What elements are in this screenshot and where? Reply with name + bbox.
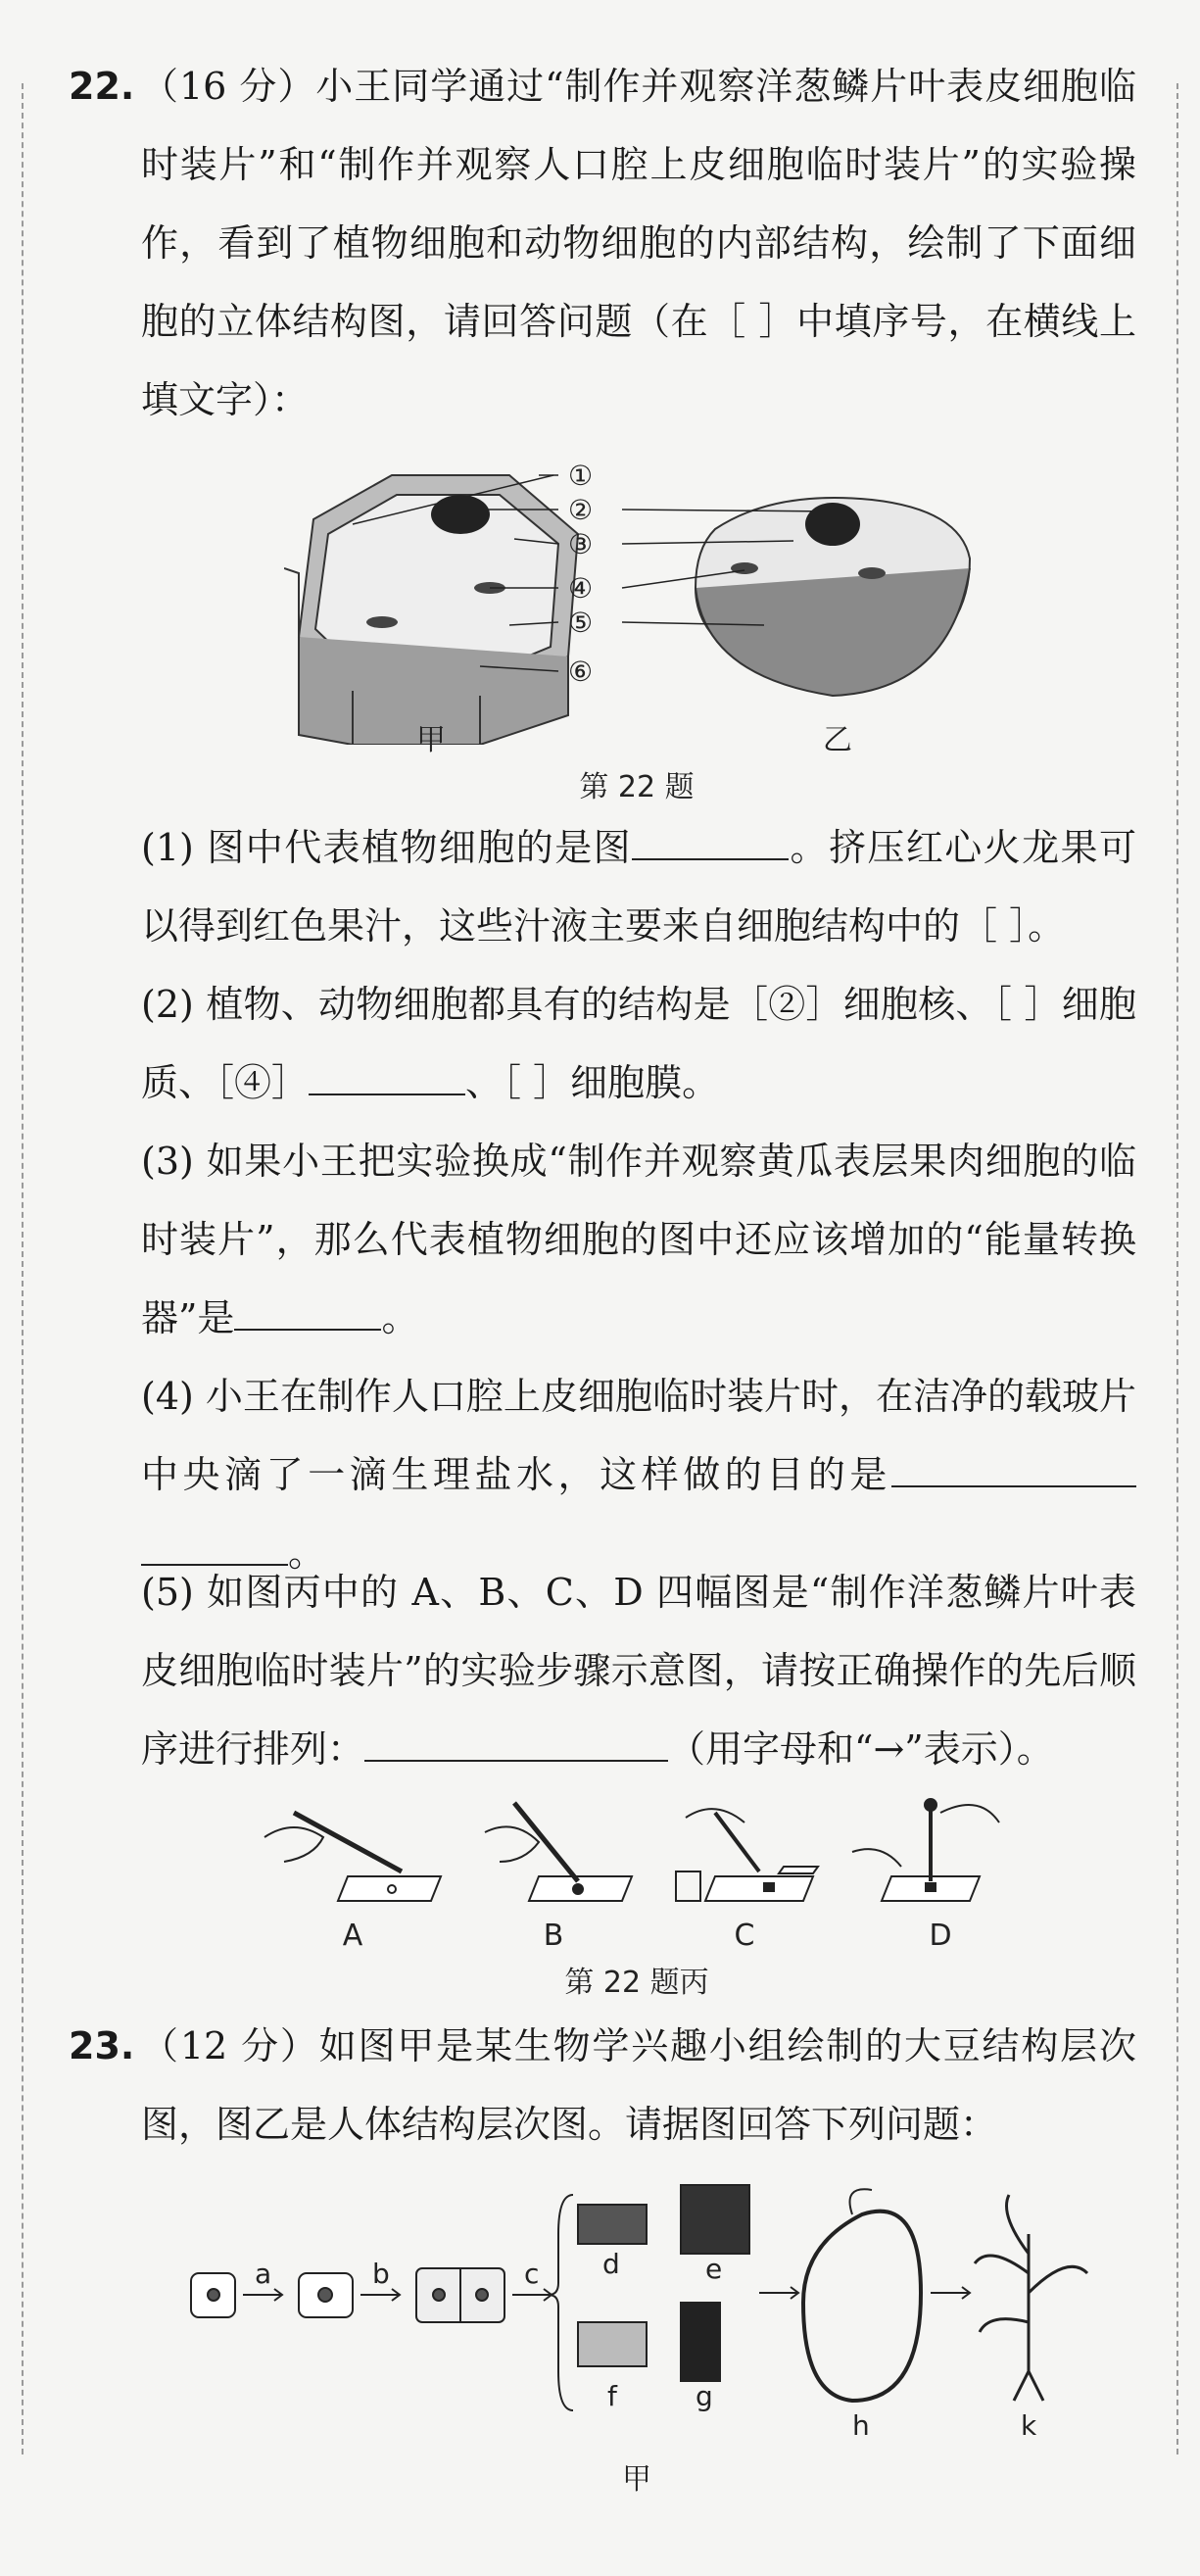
cell-structure-figure (284, 451, 989, 745)
figure-caption: 甲 (622, 2462, 651, 2497)
sub-question-1 (141, 808, 1136, 965)
answer-blank[interactable] (364, 1726, 668, 1762)
label-4: ④ (568, 572, 594, 605)
answer-blank[interactable] (891, 1452, 1136, 1487)
sub4-text-a: (4) 小王在制作人口腔上皮细胞临时装片时，在洁净的载玻片中央滴了一滴生理盐水，这样做的目的是 (141, 1375, 1136, 1496)
tissue-g-label: g (696, 2380, 713, 2412)
label-3: ③ (568, 528, 594, 560)
plant-cell-drawing (284, 475, 578, 745)
step-d-label: D (929, 1919, 952, 1953)
question-number: 22. (69, 65, 135, 108)
question-intro: （12 分）如图甲是某生物学兴趣小组绘制的大豆结构层次图，图乙是人体结构层次图。请据图回答下列问题： (141, 2024, 1136, 2146)
step-a-label: A (342, 1919, 363, 1953)
sub5-text-b: （用字母和“→”表示）。 (668, 1727, 1054, 1771)
plant-k-label: k (1021, 2409, 1037, 2442)
sub3-text-b: 。 (381, 1296, 419, 1339)
right-margin-line (1176, 83, 1178, 2454)
cell-a-label: 甲 (416, 723, 446, 757)
sub2-text-a: (2) 植物、动物细胞都具有的结构是［②］细胞核、［ ］细胞质、［④］ (141, 983, 1136, 1104)
tissue-f-label: f (607, 2380, 617, 2412)
sub4-text-b: 。 (288, 1531, 326, 1575)
sub-question-3 (141, 1122, 1136, 1357)
animal-cell-drawing (696, 498, 970, 696)
arrow-c-label: c (524, 2258, 540, 2290)
left-margin-line (22, 83, 24, 2454)
answer-blank[interactable] (309, 1060, 465, 1095)
label-1: ① (568, 460, 594, 492)
label-5: ⑤ (568, 607, 594, 639)
cell-b-label: 乙 (823, 723, 852, 757)
tissue-e-label: e (705, 2253, 723, 2285)
sub2-text-b: 、［ ］细胞膜。 (465, 1061, 720, 1104)
sub-question-5 (141, 1553, 1136, 1788)
arrow-a-label: a (255, 2258, 272, 2290)
step-b-label: B (543, 1919, 564, 1953)
answer-blank[interactable] (632, 825, 789, 860)
arrow-b-label: b (372, 2258, 390, 2290)
steps-caption: 第 22 题丙 (564, 1966, 709, 2000)
label-6: ⑥ (568, 656, 594, 688)
question-number: 23. (69, 2024, 135, 2067)
sub-question-2 (141, 965, 1136, 1122)
question-22 (69, 47, 1136, 439)
question-23 (69, 2007, 1136, 2163)
sub1-text-a: (1) 图中代表植物细胞的是图 (141, 826, 633, 869)
steps-figure (255, 1783, 1038, 1930)
figure-caption: 第 22 题 (579, 770, 695, 804)
step-c-label: C (734, 1919, 755, 1953)
tissue-d-label: d (602, 2248, 620, 2280)
sub1-text-b: 。挤压红心火龙果可以得到红色果汁，这些汁液主要来自细胞结构中的［ ］。 (141, 826, 1136, 948)
sub5-text-a: (5) 如图丙中的 A、B、C、D 四幅图是“制作洋葱鳞片叶表皮细胞临时装片”的实验步骤示意图，请按正确操作的先后顺序进行排列： (141, 1571, 1136, 1771)
organ-h-label: h (852, 2409, 870, 2442)
sub3-text-a: (3) 如果小王把实验换成“制作并观察黄瓜表层果肉细胞的临时装片”，那么代表植物细胞的图中还应该增加的“能量转换器”是 (141, 1140, 1136, 1339)
soybean-hierarchy-figure (176, 2175, 1107, 2450)
question-intro: （16 分）小王同学通过“制作并观察洋葱鳞片叶表皮细胞临时装片”和“制作并观察人口腔上皮细胞临时装片”的实验操作，看到了植物细胞和动物细胞的内部结构，绘制了下面细胞的立体结构图，请回答问题（在［ ］中填序号，在横线上填文字）： (141, 65, 1136, 421)
label-2: ② (568, 494, 594, 526)
answer-blank[interactable] (234, 1295, 381, 1331)
